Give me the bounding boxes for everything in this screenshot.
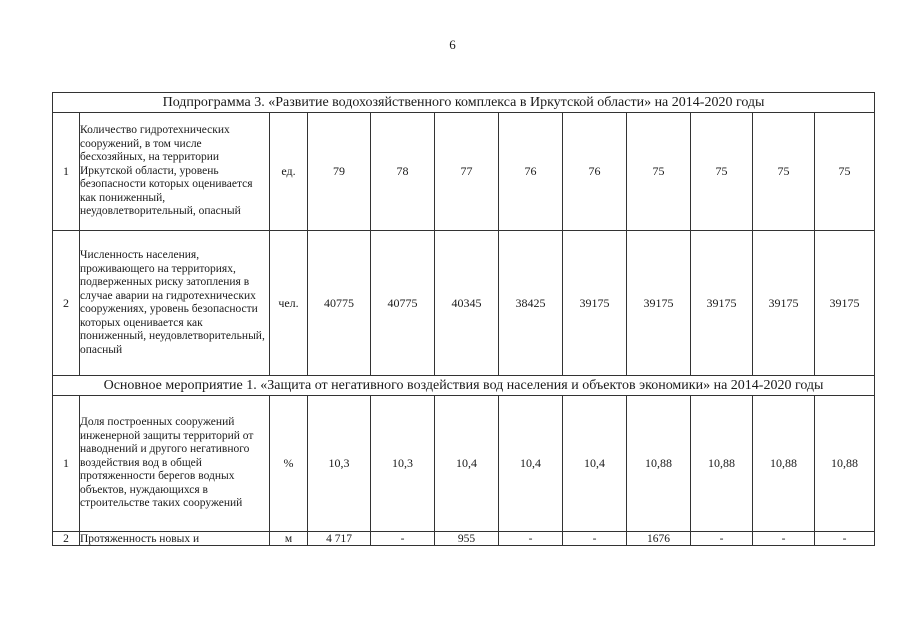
value-cell: - [691,532,753,546]
value-cell: 76 [499,113,563,231]
indicator-description: Протяженность новых и [80,532,270,546]
unit-cell: % [270,396,308,532]
unit-cell: ед. [270,113,308,231]
table-row [53,113,875,231]
value-cell: - [815,532,875,546]
value-cell: 75 [815,113,875,231]
event-header: Основное мероприятие 1. «Защита от негативного воздействия вод населения и объектов экономики» на 2014-2020 годы [53,376,875,396]
value-cell: 39175 [627,231,691,376]
table-row [53,532,875,546]
value-cell: 10,88 [753,396,815,532]
row-number: 1 [53,113,80,231]
value-cell: 10,4 [499,396,563,532]
value-cell: 39175 [815,231,875,376]
value-cell: 10,3 [308,396,371,532]
value-cell: 38425 [499,231,563,376]
value-cell: 75 [627,113,691,231]
indicator-description: Доля построенных сооружений инженерной защиты территорий от наводнений и другого негативного воздействия вод в общей протяженности берегов водных объектов, нуждающихся в строительстве таких сооружений [80,396,270,532]
indicator-description: Количество гидротехнических сооружений, в том числе бесхозяйных, на территории Иркутской области, уровень безопасности которых оценивается как пониженный, неудовлетворительный, опасный [80,113,270,231]
value-cell: 1676 [627,532,691,546]
value-cell: 10,4 [435,396,499,532]
row-number: 2 [53,532,80,546]
value-cell: 955 [435,532,499,546]
page-number: 6 [449,37,456,52]
value-cell: 79 [308,113,371,231]
value-cell: 39175 [691,231,753,376]
table-row [53,231,875,376]
value-cell: 75 [753,113,815,231]
value-cell: - [563,532,627,546]
subprogram-header-row [53,93,875,113]
subprogram-header: Подпрограмма 3. «Развитие водохозяйственного комплекса в Иркутской области» на 2014-2020 годы [53,93,875,113]
value-cell: 10,88 [627,396,691,532]
unit-cell: чел. [270,231,308,376]
value-cell: 40345 [435,231,499,376]
indicators-table [52,92,875,546]
event-header-row [53,376,875,396]
table-row [53,396,875,532]
value-cell: 10,4 [563,396,627,532]
value-cell: - [371,532,435,546]
value-cell: 40775 [371,231,435,376]
value-cell: - [499,532,563,546]
indicator-description: Численность населения, проживающего на территориях, подверженных риску затопления в случае аварии на гидротехнических сооружениях, уровень безопасности которых оценивается как пониженный, неудовлетворительный, опасный [80,231,270,376]
value-cell: 4 717 [308,532,371,546]
value-cell: 75 [691,113,753,231]
value-cell: 77 [435,113,499,231]
value-cell: 39175 [753,231,815,376]
row-number: 2 [53,231,80,376]
row-number: 1 [53,396,80,532]
value-cell: 76 [563,113,627,231]
value-cell: - [753,532,815,546]
value-cell: 10,88 [815,396,875,532]
value-cell: 40775 [308,231,371,376]
value-cell: 78 [371,113,435,231]
unit-cell: м [270,532,308,546]
value-cell: 39175 [563,231,627,376]
value-cell: 10,3 [371,396,435,532]
value-cell: 10,88 [691,396,753,532]
